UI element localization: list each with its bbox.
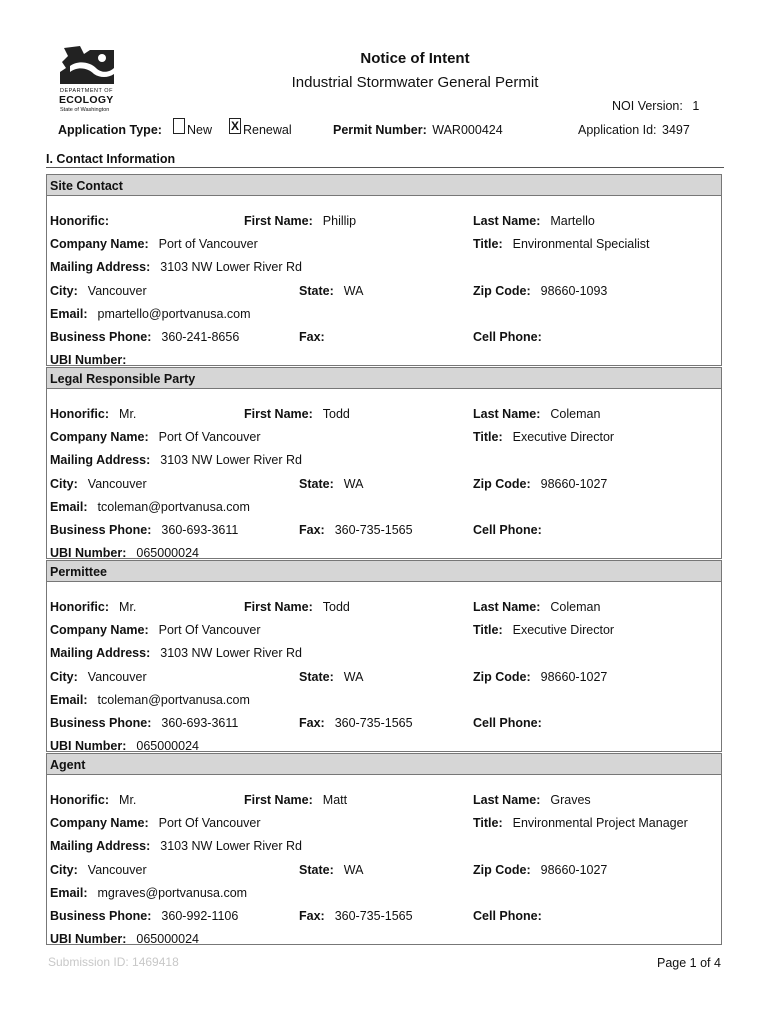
field-zip <box>473 477 607 491</box>
field-label: City: <box>50 863 78 877</box>
field-label: Email: <box>50 693 88 707</box>
field-label: Cell Phone: <box>473 909 542 923</box>
field-state <box>299 284 363 298</box>
field-value: 360-735-1565 <box>334 523 413 537</box>
field-value: Vancouver <box>87 670 147 684</box>
field-state <box>299 670 363 684</box>
field-state <box>299 863 363 877</box>
field-label: First Name: <box>244 407 313 421</box>
field-label: Zip Code: <box>473 284 531 298</box>
field-label: Last Name: <box>473 793 541 807</box>
field-ubi <box>50 932 199 946</box>
field-value: Executive Director <box>512 430 615 444</box>
field-last-name <box>473 214 595 228</box>
field-label: Business Phone: <box>50 716 152 730</box>
field-honorific <box>50 793 136 807</box>
field-value: Phillip <box>322 214 357 228</box>
field-fax <box>299 330 335 344</box>
field-value: 065000024 <box>136 932 199 946</box>
field-label: Zip Code: <box>473 477 531 491</box>
field-zip <box>473 284 607 298</box>
field-mailing-address <box>50 646 302 660</box>
field-fax <box>299 716 413 730</box>
field-business-phone <box>50 909 238 923</box>
field-city <box>50 284 147 298</box>
field-value: Coleman <box>550 600 601 614</box>
field-value: Martello <box>550 214 595 228</box>
field-value: Vancouver <box>87 284 147 298</box>
field-value: 360-735-1565 <box>334 909 413 923</box>
field-value: Port Of Vancouver <box>158 623 261 637</box>
field-value: 98660-1027 <box>540 863 608 877</box>
field-label: State: <box>299 477 334 491</box>
field-value: Coleman <box>550 407 601 421</box>
field-first-name <box>244 214 356 228</box>
field-business-phone <box>50 716 238 730</box>
renewal-checkbox[interactable]: X <box>230 119 239 133</box>
field-value: 360-992-1106 <box>161 909 239 923</box>
field-value: WA <box>343 863 364 877</box>
field-mailing-address <box>50 260 302 274</box>
field-cell-phone <box>473 523 552 537</box>
field-value: Mr. <box>119 407 137 421</box>
field-value: Matt <box>322 793 348 807</box>
field-value: tcoleman@portvanusa.com <box>97 500 250 514</box>
field-company-name <box>50 237 258 251</box>
field-honorific <box>50 407 136 421</box>
field-label: Mailing Address: <box>50 453 151 467</box>
new-label: New <box>187 123 213 137</box>
field-label: State: <box>299 670 334 684</box>
field-label: Business Phone: <box>50 330 152 344</box>
field-label: Company Name: <box>50 623 149 637</box>
field-label: Company Name: <box>50 237 149 251</box>
field-label: First Name: <box>244 600 313 614</box>
field-email <box>50 307 251 321</box>
field-business-phone <box>50 523 238 537</box>
field-label: Business Phone: <box>50 523 152 537</box>
field-label: Mailing Address: <box>50 839 151 853</box>
field-ubi <box>50 739 199 753</box>
permit-number-value: WAR000424 <box>432 123 503 137</box>
field-value: WA <box>343 670 364 684</box>
field-value: Port of Vancouver <box>158 237 258 251</box>
field-email <box>50 693 250 707</box>
field-value: Executive Director <box>512 623 615 637</box>
field-label: City: <box>50 477 78 491</box>
field-label: State: <box>299 284 334 298</box>
field-value: 360-735-1565 <box>334 716 413 730</box>
field-label: Title: <box>473 623 503 637</box>
field-value: Todd <box>322 600 350 614</box>
field-mailing-address <box>50 453 302 467</box>
field-value: 360-241-8656 <box>161 330 240 344</box>
field-honorific <box>50 600 136 614</box>
field-cell-phone <box>473 330 552 344</box>
field-label: UBI Number: <box>50 739 127 753</box>
field-value: Environmental Specialist <box>512 237 650 251</box>
field-label: Cell Phone: <box>473 523 542 537</box>
field-value: mgraves@portvanusa.com <box>97 886 248 900</box>
field-cell-phone <box>473 716 552 730</box>
new-checkbox[interactable] <box>173 118 185 134</box>
renewal-label: Renewal <box>243 123 292 137</box>
field-mailing-address <box>50 839 302 853</box>
field-value: Environmental Project Manager <box>512 816 688 830</box>
field-fax <box>299 523 413 537</box>
field-label: Fax: <box>299 716 325 730</box>
field-label: Title: <box>473 430 503 444</box>
field-value: Todd <box>322 407 350 421</box>
field-label: Honorific: <box>50 407 110 421</box>
logo-line1: DEPARTMENT OF <box>60 88 113 94</box>
field-label: Email: <box>50 886 88 900</box>
field-label: First Name: <box>244 214 313 228</box>
section-title: I. Contact Information <box>46 152 176 166</box>
field-value: Vancouver <box>87 863 147 877</box>
submission-id: Submission ID: 1469418 <box>48 955 179 969</box>
field-label: State: <box>299 863 334 877</box>
field-value: tcoleman@portvanusa.com <box>97 693 250 707</box>
field-city <box>50 863 147 877</box>
field-value: Mr. <box>119 600 137 614</box>
field-label: UBI Number: <box>50 932 127 946</box>
field-label: Title: <box>473 816 503 830</box>
noi-version <box>612 99 699 113</box>
field-value: 3103 NW Lower River Rd <box>160 839 302 853</box>
field-label: Mailing Address: <box>50 646 151 660</box>
field-value: 3103 NW Lower River Rd <box>160 453 302 467</box>
field-label: Honorific: <box>50 793 110 807</box>
field-title <box>473 237 650 251</box>
field-label: UBI Number: <box>50 546 127 560</box>
application-id <box>578 123 690 137</box>
field-value: WA <box>343 477 364 491</box>
field-cell-phone <box>473 909 552 923</box>
field-title <box>473 816 688 830</box>
field-state <box>299 477 363 491</box>
field-label: Cell Phone: <box>473 716 542 730</box>
contact-section-header: Legal Responsible Party <box>46 367 722 389</box>
field-last-name <box>473 407 600 421</box>
field-label: Last Name: <box>473 214 541 228</box>
field-label: City: <box>50 670 78 684</box>
field-label: First Name: <box>244 793 313 807</box>
field-label: Email: <box>50 307 88 321</box>
field-label: Business Phone: <box>50 909 152 923</box>
section-divider <box>46 167 724 168</box>
field-value: Graves <box>550 793 591 807</box>
field-first-name <box>244 407 350 421</box>
permit-number <box>333 123 503 137</box>
field-label: Honorific: <box>50 214 110 228</box>
field-email <box>50 886 247 900</box>
field-label: Company Name: <box>50 430 149 444</box>
field-label: Honorific: <box>50 600 110 614</box>
field-title <box>473 430 614 444</box>
field-value: WA <box>343 284 364 298</box>
noi-version-value: 1 <box>692 99 700 113</box>
field-label: UBI Number: <box>50 353 127 367</box>
field-label: Zip Code: <box>473 670 531 684</box>
field-label: City: <box>50 284 78 298</box>
field-value: 065000024 <box>136 739 199 753</box>
field-fax <box>299 909 413 923</box>
field-value: Port Of Vancouver <box>158 430 261 444</box>
field-value: 3103 NW Lower River Rd <box>160 260 302 274</box>
field-ubi <box>50 546 199 560</box>
contact-section-header: Agent <box>46 753 722 775</box>
field-label: Last Name: <box>473 600 541 614</box>
field-label: Cell Phone: <box>473 330 542 344</box>
logo-line3: State of Washington <box>60 107 110 113</box>
field-company-name <box>50 623 261 637</box>
noi-version-label: NOI Version: <box>612 99 683 113</box>
field-business-phone <box>50 330 239 344</box>
field-label: Zip Code: <box>473 863 531 877</box>
application-id-label: Application Id: <box>578 123 657 137</box>
field-value: 065000024 <box>136 546 199 560</box>
permit-number-label: Permit Number: <box>333 123 427 137</box>
field-value: 98660-1027 <box>540 477 608 491</box>
field-title <box>473 623 614 637</box>
field-label: Title: <box>473 237 503 251</box>
field-city <box>50 477 147 491</box>
field-zip <box>473 863 607 877</box>
field-value: 98660-1093 <box>540 284 608 298</box>
contact-section-header: Site Contact <box>46 174 722 196</box>
field-label: Last Name: <box>473 407 541 421</box>
page-number: Page 1 of 4 <box>657 956 721 970</box>
field-value: 98660-1027 <box>540 670 608 684</box>
field-honorific <box>50 214 119 228</box>
field-first-name <box>244 793 347 807</box>
field-value: 3103 NW Lower River Rd <box>160 646 302 660</box>
field-zip <box>473 670 607 684</box>
contact-section-header: Permittee <box>46 560 722 582</box>
field-last-name <box>473 793 591 807</box>
field-first-name <box>244 600 350 614</box>
field-label: Fax: <box>299 909 325 923</box>
field-value: 360-693-3611 <box>161 716 239 730</box>
field-label: Mailing Address: <box>50 260 151 274</box>
field-email <box>50 500 250 514</box>
document-title: Notice of Intent <box>360 50 470 67</box>
field-value: Mr. <box>119 793 137 807</box>
field-company-name <box>50 430 261 444</box>
field-label: Fax: <box>299 330 325 344</box>
field-company-name <box>50 816 261 830</box>
field-value: Vancouver <box>87 477 147 491</box>
application-id-value: 3497 <box>662 123 690 137</box>
field-label: Company Name: <box>50 816 149 830</box>
field-value: Port Of Vancouver <box>158 816 261 830</box>
application-type-label: Application Type: <box>58 123 162 137</box>
field-city <box>50 670 147 684</box>
document-subtitle: Industrial Stormwater General Permit <box>291 74 539 91</box>
field-label: Email: <box>50 500 88 514</box>
field-ubi <box>50 353 136 367</box>
field-value: 360-693-3611 <box>161 523 239 537</box>
field-last-name <box>473 600 600 614</box>
field-value: pmartello@portvanusa.com <box>97 307 251 321</box>
field-label: Fax: <box>299 523 325 537</box>
logo-line2: ECOLOGY <box>59 94 114 106</box>
